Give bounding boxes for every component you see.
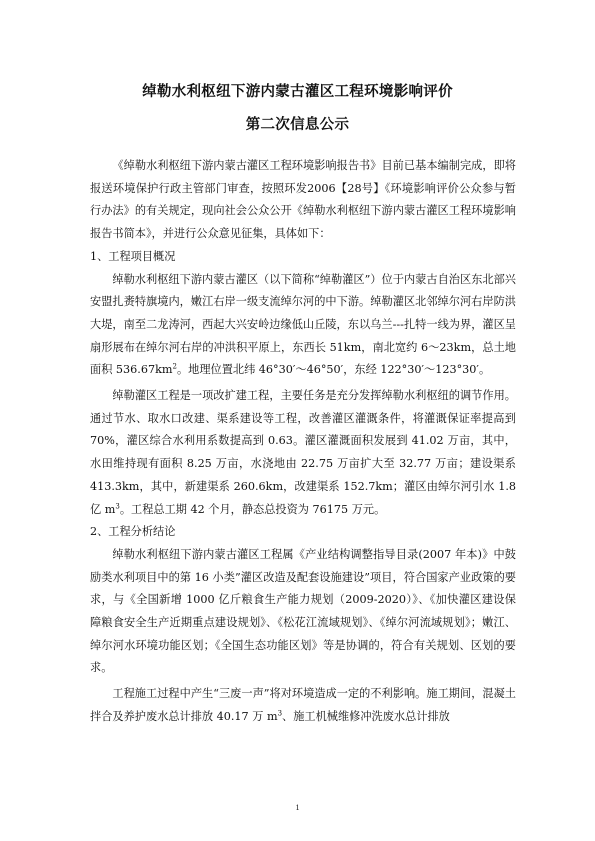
- document-body: [90, 155, 516, 729]
- paragraph-impact-text-a: 工程施工过程中产生“三废一声”将对环境造成一定的不利影响。施工期间，混凝土拌合及养护废水总计排放 40.17 万 m: [90, 687, 516, 723]
- document-title: 绰勒水利枢纽下游内蒙古灌区工程环境影响评价: [142, 84, 453, 100]
- paragraph-policy-compliance: 绰勒水利枢纽下游内蒙古灌区工程属《产业结构调整指导目录(2007 年本)》中鼓励类水利项目中的第 16 小类”灌区改造及配套设施建设”项目，符合国家产业政策的要求，与《全国新增 1000 亿斤粮食生产能力规划（2009-2020）》、《加快灌区建设保障粮食安全生产近期重点建设规划》、《松花江流域规划》、《绰尔河流域规划》；嫩江、绰尔河水环境功能区划；《全国生态功能区划》等是协调的，符合有关规划、区划的要求。: [90, 547, 516, 675]
- superscript: 3: [115, 501, 120, 510]
- intro-paragraph: 《绰勒水利枢纽下游内蒙古灌区工程环境影响报告书》目前已基本编制完成，即将报送环境保护行政主管部门审查，按照环发2006【28号】《环境影响评价公众参与暂行办法》的有关规定，现向社会公众公开《绰勒水利枢纽下游内蒙古灌区工程环境影响报告书简本》，并进行公众意见征集，具体如下：: [90, 159, 516, 241]
- paragraph-construction-impact: [90, 683, 516, 728]
- paragraph-scope-text-b: 。工程总工期 42 个月，静态总投资为 76175 万元。: [119, 502, 386, 516]
- paragraph-location: [90, 269, 516, 383]
- document-subtitle: 第二次信息公示: [245, 117, 350, 133]
- page-number: 1: [295, 803, 300, 812]
- superscript: 3: [277, 709, 283, 718]
- superscript: 2: [172, 362, 177, 371]
- paragraph-project-scope: [90, 385, 516, 521]
- section-heading-analysis-conclusion: 2、工程分析结论: [90, 525, 176, 539]
- paragraph-location-text-b: 。地理位置北纬 46°30′～46°50′，东经 122°30′～123°30′。: [176, 363, 491, 377]
- paragraph-scope-text-a: 绰勒灌区工程是一项改扩建工程，主要任务是充分发挥绰勒水利枢纽的调节作用。通过节水、取水口改建、渠系建设等工程，改善灌区灌溉条件，将灌溉保证率提高到 70%，灌区综合水利用系数提高到 0.63。灌区灌溉面积发展到 41.02 万亩，其中，水田维持现有面积 8.25 万亩，水浇地由 22.75 万亩扩大至 32.77 万亩；建设渠系 413.3km，其中，新建渠系 260.6km，改建渠系 152.7km；灌区由绰尔河引水 1.8 亿 m: [90, 389, 516, 516]
- paragraph-location-text-a: 绰勒水利枢纽下游内蒙古灌区（以下简称“绰勒灌区”）位于内蒙古自治区东北部兴安盟扎赉特旗境内，嫩江右岸一级支流绰尔河的中下游。绰勒灌区北邻绰尔河右岸防洪大堤，南至二龙涛河，西起大兴安岭边缘低山丘陵，东以乌兰---扎特一线为界，灌区呈扇形展布在绰尔河右岸的冲洪积平原上，东西长 51km，南北宽约 6～23km，总土地面积 536.67km: [90, 272, 516, 377]
- section-heading-project-overview: 1、工程项目概况: [90, 249, 176, 263]
- paragraph-impact-text-b: 、施工机械维修冲洗废水总计排放: [282, 709, 450, 723]
